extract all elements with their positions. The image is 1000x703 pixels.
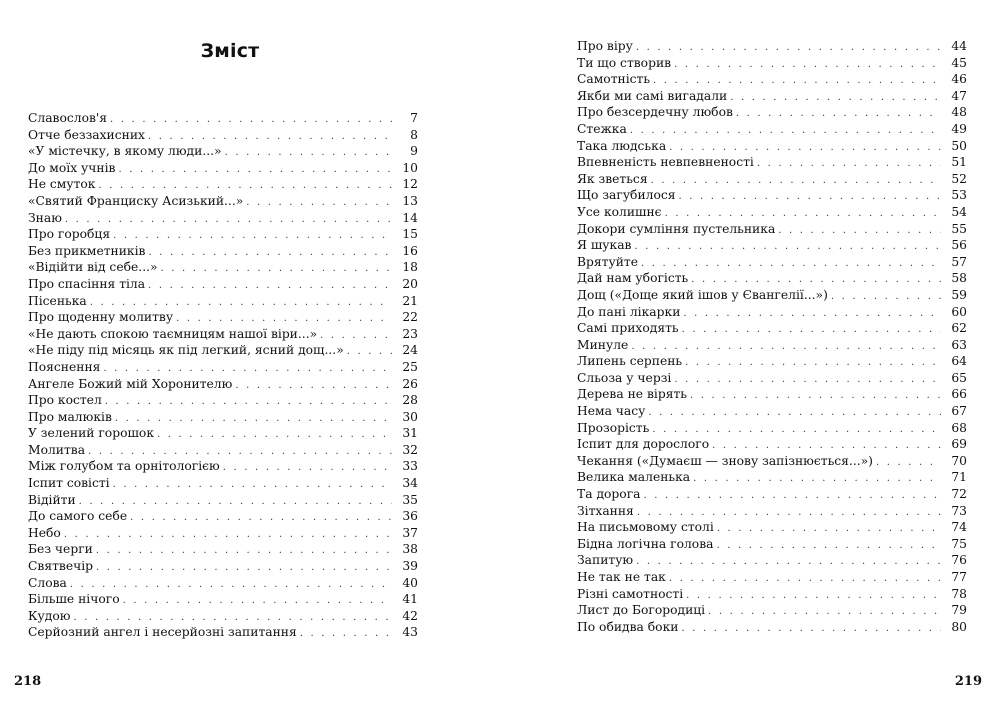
toc-entry-title: Відійти [28, 492, 76, 507]
toc-entry [577, 121, 967, 138]
dot-leader [634, 239, 941, 256]
toc-entry-page: 74 [951, 520, 967, 535]
toc-entry [577, 469, 967, 486]
toc-entry [577, 386, 967, 403]
toc-entry-page: 80 [951, 619, 967, 634]
toc-entry-title: Ти що створив [577, 55, 672, 70]
toc-entry-title: Я шукав [577, 238, 632, 253]
dot-leader [148, 245, 392, 262]
toc-entry-title: Про віру [577, 39, 633, 53]
toc-entry [28, 259, 418, 276]
toc-entry-page: 21 [402, 293, 418, 308]
toc-entry [28, 342, 418, 359]
toc-entry [28, 210, 418, 227]
toc-entry-title: Що загубилося [577, 188, 676, 203]
toc-entry-page: 30 [402, 409, 418, 424]
toc-entry-page: 55 [951, 221, 967, 236]
toc-entry-page: 58 [951, 271, 967, 286]
toc-entry [28, 326, 418, 343]
toc-entry-title: «Не дають спокою таємницям нашої віри...» [28, 326, 318, 341]
toc-entry-page: 8 [410, 127, 418, 142]
dot-leader [347, 344, 392, 361]
dot-leader [630, 123, 941, 140]
toc-entry-page: 34 [402, 476, 418, 491]
toc-entry-title: Різні самотності [577, 586, 684, 601]
toc-entry [28, 392, 418, 409]
toc-entry [28, 525, 418, 542]
toc-entry-title: Отче беззахисних [28, 127, 145, 142]
toc-entry [28, 110, 418, 127]
toc-entry [577, 320, 967, 337]
toc-entry-page: 62 [951, 321, 967, 336]
toc-entry-title: Велика маленька [577, 470, 691, 485]
toc-entry-page: 23 [402, 326, 418, 341]
toc-entry [577, 104, 967, 121]
toc-entry-title: Між голубом та орнітологією [28, 459, 220, 474]
dot-leader [693, 471, 941, 488]
toc-entry [577, 586, 967, 603]
toc-entry-title: Не так не так [577, 570, 666, 584]
toc-entry-page: 7 [410, 111, 418, 125]
toc-entry-page: 59 [951, 287, 967, 302]
toc-entry [577, 353, 967, 370]
toc-entry [577, 138, 967, 155]
toc-entry [577, 370, 967, 387]
toc-entry-title: Усе колишнє [577, 204, 662, 219]
dot-leader [636, 40, 941, 57]
toc-entry [577, 204, 967, 221]
toc-entry-title: До моїх учнів [28, 160, 116, 175]
toc-entry-page: 9 [410, 144, 418, 159]
toc-entry [577, 38, 967, 55]
toc-entry-page: 71 [951, 470, 967, 485]
dot-leader [636, 554, 941, 571]
toc-entry-title: Докори сумління пустельника [577, 221, 776, 236]
toc-entry-title: Небо [28, 525, 61, 540]
toc-entry-page: 26 [402, 376, 418, 391]
dot-leader [690, 388, 941, 405]
dot-leader [643, 488, 941, 505]
toc-entry-page: 39 [402, 559, 418, 574]
dot-leader [831, 289, 941, 306]
toc-entry [577, 337, 967, 354]
toc-entry-title: Пісенька [28, 293, 87, 308]
toc-entry-title: Більше нічого [28, 592, 120, 607]
dot-leader [110, 112, 392, 129]
toc-entry-page: 50 [951, 138, 967, 153]
dot-leader [118, 162, 392, 179]
toc-entry [577, 88, 967, 105]
toc-entry [577, 221, 967, 238]
toc-entry-title: Стежка [577, 121, 627, 136]
toc-entry-page: 20 [402, 276, 418, 291]
toc-entry-page: 44 [951, 39, 967, 53]
toc-entry-page: 79 [951, 603, 967, 618]
toc-entry-page: 67 [951, 404, 967, 419]
toc-entry-page: 15 [402, 227, 418, 242]
toc-entry [577, 486, 967, 503]
toc-entry [28, 176, 418, 193]
toc-entry-page: 37 [402, 525, 418, 540]
toc-entry [28, 243, 418, 260]
toc-entry-page: 52 [951, 171, 967, 186]
toc-entry-page: 72 [951, 487, 967, 502]
toc-entry [577, 154, 967, 171]
toc-entry-title: Бідна логічна голова [577, 536, 714, 551]
toc-entry-page: 46 [951, 72, 967, 87]
page-number: 218 [14, 674, 42, 689]
toc-entry-page: 47 [951, 88, 967, 103]
toc-entry-title: Лист до Богородиці [577, 603, 706, 618]
toc-entry-title: «Не піду під місяць як під легкий, ясний дощ...» [28, 343, 344, 358]
toc-entry-page: 22 [402, 310, 418, 325]
toc-entry [28, 475, 418, 492]
toc-entry [577, 254, 967, 271]
dot-leader [674, 57, 941, 74]
toc-entry [28, 276, 418, 293]
dot-leader [669, 571, 941, 588]
toc-entry [28, 492, 418, 509]
toc-entry-title: Не смуток [28, 177, 96, 192]
toc-entry [577, 552, 967, 569]
toc-entry-page: 41 [402, 592, 418, 607]
toc-entry-page: 78 [951, 586, 967, 601]
page-number: 219 [954, 674, 982, 689]
toc-entry-title: Якби ми самі вигадали [577, 88, 728, 103]
toc-entry-title: Самі приходять [577, 321, 679, 336]
toc-entry-page: 18 [402, 260, 418, 275]
dot-leader [161, 261, 392, 278]
toc-entry-page: 33 [402, 459, 418, 474]
toc-entry-title: До пані лікарки [577, 304, 681, 319]
toc-entry-title: Іспит для дорослого [577, 437, 710, 452]
toc-entry-page: 54 [951, 204, 967, 219]
toc-entry-title: Чекання («Думаєш — знову запізнюється...») [577, 453, 873, 468]
toc-entry [577, 420, 967, 437]
toc-entry [577, 71, 967, 88]
toc-entry [28, 608, 418, 625]
toc-entry-title: Знаю [28, 210, 62, 225]
dot-leader [246, 195, 392, 212]
toc-entry-page: 75 [951, 536, 967, 551]
toc-entry [28, 508, 418, 525]
toc-entry-title: Дай нам убогість [577, 271, 689, 286]
toc-entry [577, 187, 967, 204]
toc-entry-title: Як зветься [577, 171, 648, 186]
toc-entry [577, 270, 967, 287]
dot-leader [736, 106, 941, 123]
toc-entry-page: 16 [402, 243, 418, 258]
toc-entry [577, 403, 967, 420]
toc-entry-title: Про костел [28, 393, 102, 408]
dot-leader [65, 212, 392, 229]
toc-entry-title: Слова [28, 575, 67, 590]
toc-entry [28, 624, 418, 641]
toc-entry-page: 49 [951, 121, 967, 136]
toc-entry-title: Про щоденну молитву [28, 310, 174, 325]
toc-entry [28, 293, 418, 310]
toc-entry-title: Кудою [28, 608, 71, 623]
toc-entry-page: 48 [951, 105, 967, 120]
toc-entry-page: 13 [402, 193, 418, 208]
dot-leader [130, 510, 392, 527]
toc-entry-title: Впевненість невпевненості [577, 155, 754, 170]
toc-entry-page: 76 [951, 553, 967, 568]
toc-entry-page: 45 [951, 55, 967, 70]
dot-leader [300, 626, 392, 643]
toc-entry [28, 458, 418, 475]
right-page [500, 0, 1000, 703]
dot-leader [681, 621, 941, 638]
toc-entry [28, 226, 418, 243]
dot-leader [716, 538, 941, 555]
toc-entry [577, 503, 967, 520]
dot-leader [648, 405, 941, 422]
toc-entry [577, 171, 967, 188]
toc-entry [577, 287, 967, 304]
toc-entry [577, 304, 967, 321]
toc-entry-page: 35 [402, 492, 418, 507]
toc-entry-page: 69 [951, 437, 967, 452]
toc-entry [28, 425, 418, 442]
toc-entry-title: Молитва [28, 442, 86, 457]
toc-entry-title: Іспит совісті [28, 476, 110, 491]
toc-entry-title: Сльоза у черзі [577, 370, 672, 385]
toc-list-right [577, 38, 967, 635]
toc-entry-title: Липень серпень [577, 354, 683, 369]
dot-leader [113, 477, 392, 494]
toc-entry [577, 569, 967, 586]
toc-entry-title: Дерева не вірять [577, 387, 687, 402]
toc-entry-title: Славослов'я [28, 111, 108, 125]
toc-entry-page: 57 [951, 254, 967, 269]
dot-leader [757, 156, 941, 173]
dot-leader [685, 355, 941, 372]
dot-leader [674, 372, 941, 389]
dot-leader [730, 90, 941, 107]
toc-entry-page: 73 [951, 503, 967, 518]
toc-entry-page: 28 [402, 393, 418, 408]
toc-entry [577, 55, 967, 72]
toc-entry-title: Така людська [577, 138, 667, 153]
toc-entry [577, 237, 967, 254]
toc-entry [28, 309, 418, 326]
toc-entry-page: 32 [402, 442, 418, 457]
toc-entry [28, 376, 418, 393]
dot-leader [96, 560, 392, 577]
dot-leader [64, 527, 392, 544]
toc-entry-page: 12 [402, 177, 418, 192]
page-title: Зміст [200, 40, 260, 62]
toc-list-left [28, 110, 418, 641]
toc-entry-title: Про безсердечну любов [577, 105, 733, 120]
toc-entry [577, 619, 967, 636]
toc-entry-page: 42 [402, 608, 418, 623]
dot-leader [686, 588, 941, 605]
toc-entry [28, 193, 418, 210]
toc-entry-page: 38 [402, 542, 418, 557]
toc-entry [28, 591, 418, 608]
toc-entry-page: 63 [951, 337, 967, 352]
dot-leader [113, 228, 392, 245]
dot-leader [683, 306, 941, 323]
toc-entry-page: 43 [402, 625, 418, 640]
dot-leader [717, 521, 941, 538]
toc-entry-page: 40 [402, 575, 418, 590]
toc-entry-page: 25 [402, 359, 418, 374]
toc-entry-page: 64 [951, 354, 967, 369]
toc-entry-title: Врятуйте [577, 254, 638, 269]
toc-entry [577, 436, 967, 453]
toc-entry-title: Самотність [577, 72, 651, 87]
toc-entry-page: 10 [402, 160, 418, 175]
toc-entry-page: 56 [951, 238, 967, 253]
dot-leader [123, 593, 392, 610]
toc-entry-title: Ангеле Божий мій Хоронителю [28, 376, 233, 391]
toc-entry-title: Зітхання [577, 503, 634, 518]
toc-entry-title: Без прикметників [28, 243, 146, 258]
toc-entry-page: 14 [402, 210, 418, 225]
dot-leader [148, 278, 392, 295]
toc-entry-title: Про спасіння тіла [28, 276, 146, 291]
toc-entry-title: Минуле [577, 337, 629, 352]
toc-entry [577, 536, 967, 553]
toc-entry-page: 60 [951, 304, 967, 319]
toc-entry-title: Запитую [577, 553, 634, 568]
toc-entry [28, 359, 418, 376]
toc-entry [577, 602, 967, 619]
toc-entry-page: 65 [951, 370, 967, 385]
dot-leader [876, 455, 941, 472]
toc-entry-page: 51 [951, 155, 967, 170]
toc-entry-title: Нема часу [577, 404, 646, 419]
toc-entry [28, 575, 418, 592]
toc-entry-page: 24 [402, 343, 418, 358]
dot-leader [778, 223, 941, 240]
toc-entry [28, 160, 418, 177]
toc-entry-title: Та дорога [577, 487, 641, 502]
toc-entry-title: Дощ («Доще який ішов у Євангелії...») [577, 287, 828, 302]
toc-entry-title: Прозорість [577, 420, 650, 435]
toc-entry-page: 66 [951, 387, 967, 402]
toc-entry-page: 77 [951, 570, 967, 584]
toc-entry-title: У зелений горошок [28, 426, 155, 441]
toc-entry-title: Без черги [28, 542, 93, 557]
toc-entry-title: «У містечку, в якому люди...» [28, 144, 222, 159]
toc-entry [577, 519, 967, 536]
toc-entry [28, 442, 418, 459]
toc-entry [28, 409, 418, 426]
toc-entry-page: 53 [951, 188, 967, 203]
dot-leader [96, 543, 392, 560]
dot-leader [235, 378, 392, 395]
toc-entry-page: 36 [402, 509, 418, 524]
toc-entry-title: Пояснення [28, 359, 101, 374]
dot-leader [105, 394, 392, 411]
toc-entry [28, 541, 418, 558]
toc-entry-title: Святвечір [28, 559, 94, 574]
toc-entry-title: По обидва боки [577, 619, 679, 634]
toc-entry-page: 70 [951, 453, 967, 468]
dot-leader [223, 460, 392, 477]
dot-leader [679, 189, 941, 206]
toc-entry-title: «Святий Франциску Асизький...» [28, 193, 244, 208]
toc-entry-title: Серйозний ангел і несерйозні запитання [28, 625, 297, 640]
toc-entry-title: На письмовому столі [577, 520, 714, 535]
toc-entry-title: До самого себе [28, 509, 128, 524]
toc-entry [577, 453, 967, 470]
toc-entry-title: Про горобця [28, 227, 111, 242]
toc-entry [28, 143, 418, 160]
toc-entry-page: 68 [951, 420, 967, 435]
dot-leader [682, 322, 941, 339]
dot-leader [651, 173, 941, 190]
toc-entry-title: «Відійти від себе...» [28, 260, 158, 275]
toc-entry [28, 127, 418, 144]
dot-leader [708, 604, 941, 621]
toc-entry [28, 558, 418, 575]
dot-leader [157, 427, 392, 444]
dot-leader [225, 145, 392, 162]
toc-entry-title: Про малюків [28, 409, 112, 424]
toc-entry-page: 31 [402, 426, 418, 441]
